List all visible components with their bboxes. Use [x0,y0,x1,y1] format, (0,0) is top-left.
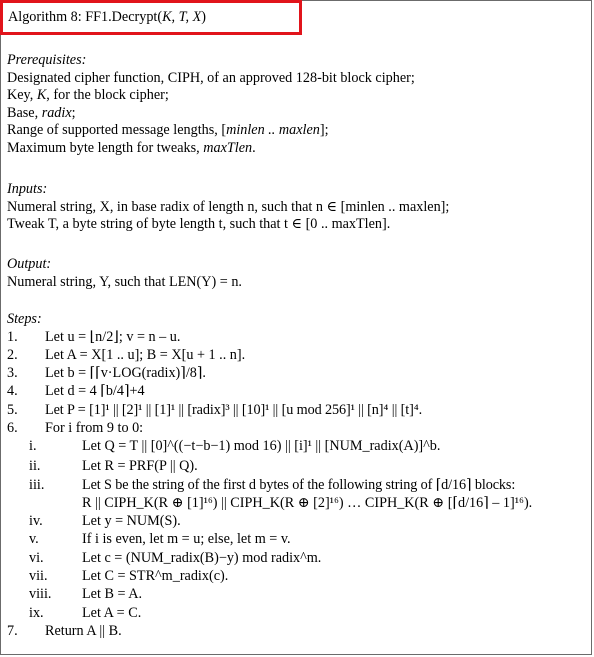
inputs-heading: Inputs: [7,181,48,197]
step-4: 4. Let d = 4 ⌈b/4⌉+4 [7,383,145,400]
output-section [7,256,588,291]
step-3: 3. Let b = ⌈⌈v·LOG(radix)⌉/8⌉. [7,365,206,382]
substep-ii: ii. Let R = PRF(P || Q). [29,458,198,475]
substep-v: v. If i is even, let m = u; else, let m = v. [29,531,291,548]
input-x: Numeral string, X, in base radix of length n, such that n ∈ [minlen .. maxlen]; [7,198,450,215]
steps-section [7,311,588,641]
steps-heading: Steps: [7,311,42,327]
step-5: 5. Let P = [1]¹ || [2]¹ || [1]¹ || [radix]³ || [10]¹ || [u mod 256]¹ || [n]⁴ || [t]⁴. [7,401,423,418]
algorithm-title-box [0,0,302,35]
prereq-range: Range of supported message lengths, [minlen .. maxlen]; [7,122,329,138]
prerequisites-heading: Prerequisites: [7,52,87,68]
step-7: 7. Return A || B. [7,622,122,639]
step-1: 1. Let u = ⌊n/2⌋; v = n – u. [7,328,181,345]
substep-iv: iv. Let y = NUM(S). [29,513,181,530]
inputs-section [7,181,588,234]
substep-viii: viii. Let B = A. [29,586,143,603]
prereq-key: Key, K, for the block cipher; [7,87,169,103]
substep-iii-cont: R || CIPH_K(R ⊕ [1]¹⁶) || CIPH_K(R ⊕ [2]¹⁶) … CIPH_K(R ⊕ [⌈d/16⌉ – 1]¹⁶). [82,494,533,511]
substep-ix: ix. Let A = C. [29,604,142,621]
substep-iii: iii. Let S be the string of the first d bytes of the following string of ⌈d/16⌉ blocks: [29,476,516,493]
input-tweak: Tweak T, a byte string of byte length t, such that t ∈ [0 .. maxTlen]. [7,216,391,232]
step-2: 2. Let A = X[1 .. u]; B = X[u + 1 .. n]. [7,346,246,363]
prereq-base: Base, radix; [7,104,76,121]
output-y: Numeral string, Y, such that LEN(Y) = n. [7,273,242,290]
step-6: 6. For i from 9 to 0: [7,419,144,436]
substep-vii: vii. Let C = STR^m_radix(c). [29,568,229,585]
output-heading: Output: [7,256,52,272]
algorithm-title: Algorithm 8: FF1.Decrypt(K, T, X) [8,9,206,25]
prereq-cipher: Designated cipher function, CIPH, of an approved 128-bit block cipher; [7,69,415,86]
substep-i: i. Let Q = T || [0]^((−t−b−1) mod 16) || [i]¹ || [NUM_radix(A)]^b. [29,438,441,455]
substep-vi: vi. Let c = (NUM_radix(B)−y) mod radix^m. [29,549,322,566]
prereq-maxtlen: Maximum byte length for tweaks, maxTlen. [7,139,256,156]
prerequisites-section [7,52,588,157]
